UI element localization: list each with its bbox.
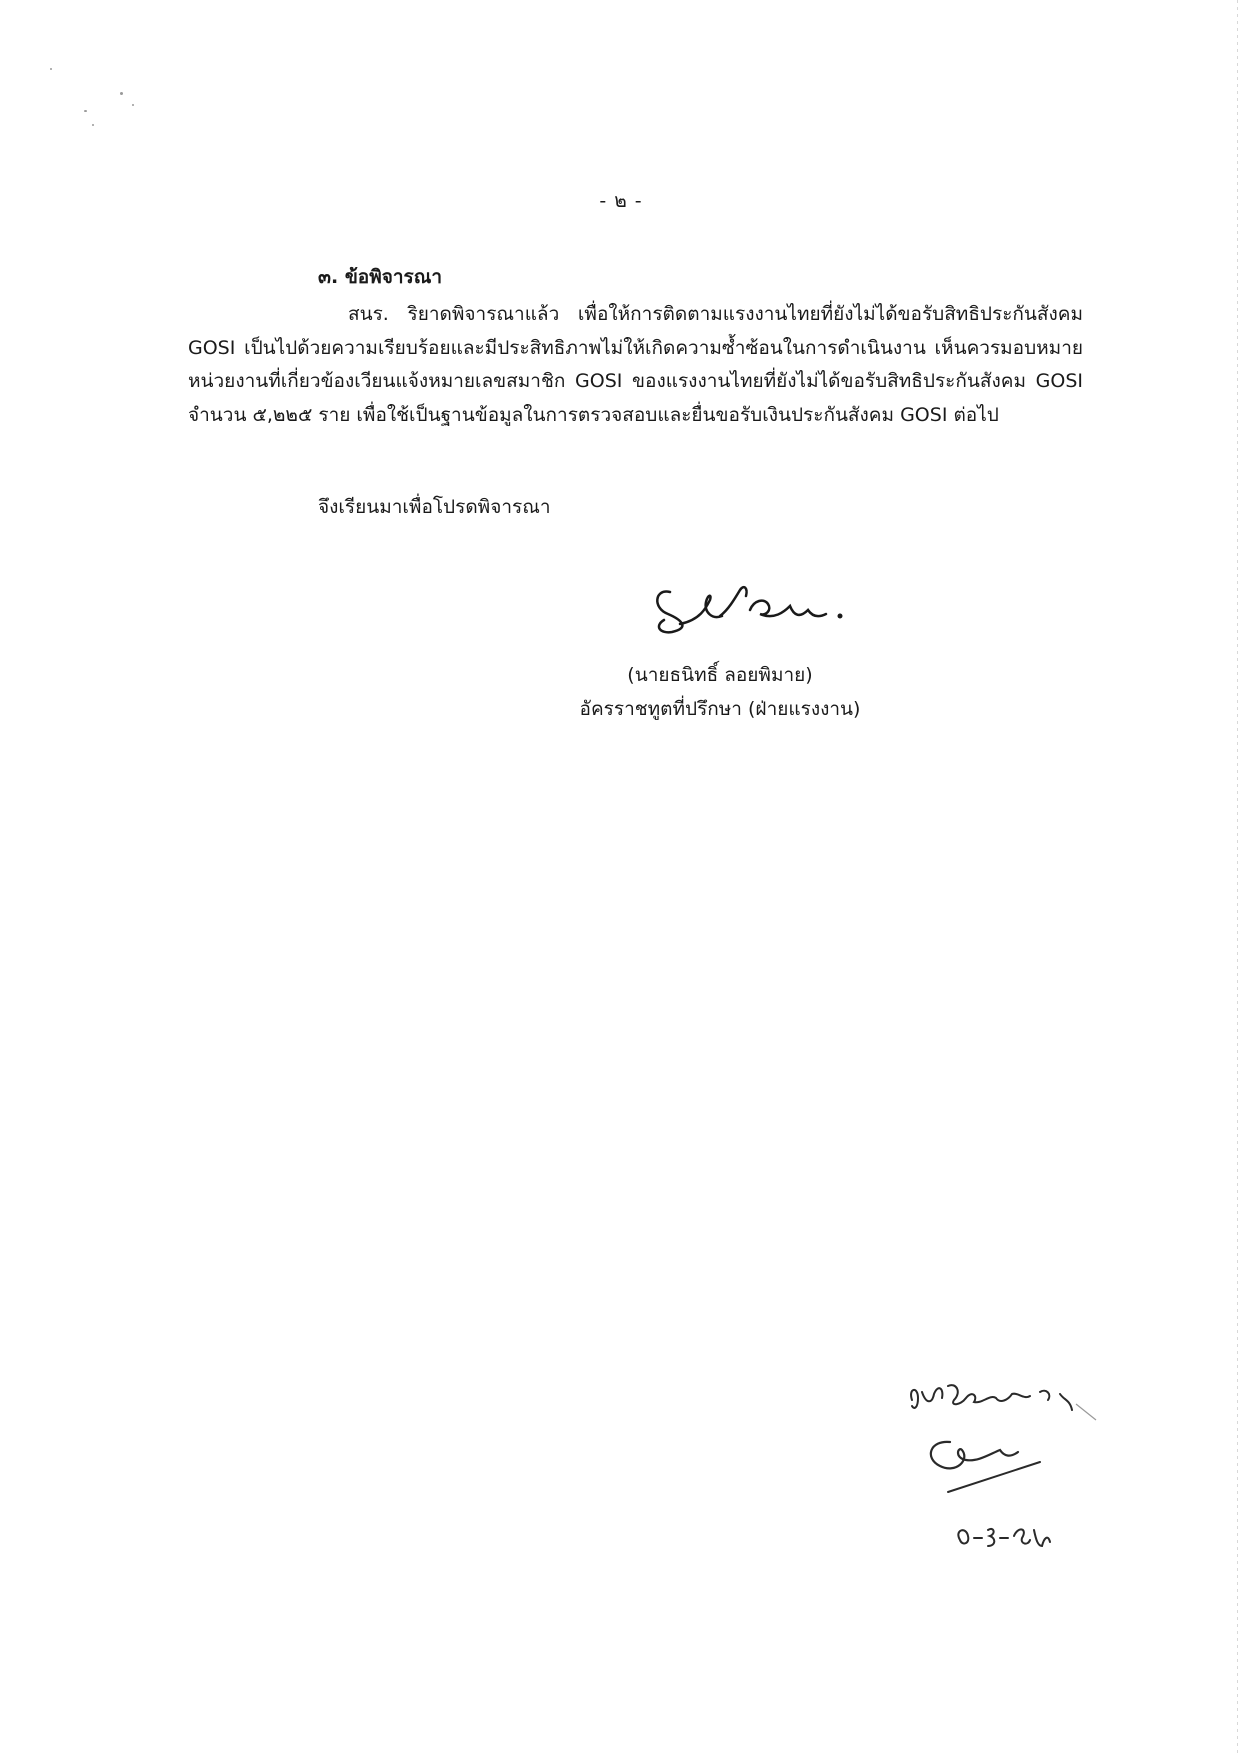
signature-image (650, 570, 870, 640)
body-paragraph: สนร. ริยาดพิจารณาแล้ว เพื่อให้การติดตามแรงงานไทยที่ยังไม่ได้ขอรับสิทธิประกันสังคม GOSI เป็นไปด้วยความเรียบร้อยและมีประสิทธิภาพไม่ให้เกิดความซ้ำซ้อนในการดำเนินงาน เห็นควรมอบหมายหน่วยงานที่เกี่ยวข้องเวียนแจ้งหมายเลขสมาชิก GOSI ของแรงงานไทยที่ยังไม่ได้ขอรับสิทธิประกันสังคม GOSI จำนวน ๕,๒๒๕ ราย เพื่อใช้เป็นฐานข้อมูลในการตรวจสอบและยื่นขอรับเงินประกันสังคม GOSI ต่อไป (188, 303, 1083, 426)
handwritten-annotation (900, 1370, 1120, 1570)
scan-speck (84, 110, 87, 112)
scan-speck (50, 68, 52, 70)
signer-name: (นายธนิทธิ์ ลอยพิมาย) (627, 664, 813, 686)
section-heading: ๓. ข้อพิจารณา (318, 266, 443, 288)
scan-speck (120, 92, 123, 95)
scan-edge (1237, 0, 1238, 1754)
scan-speck (132, 104, 134, 106)
signer-position: อัครราชทูตที่ปรึกษา (ฝ่ายแรงงาน) (579, 698, 861, 720)
closing-line: จึงเรียนมาเพื่อโปรดพิจารณา (318, 496, 551, 518)
scan-speck (92, 124, 94, 126)
page-number: - ๒ - (599, 190, 643, 212)
